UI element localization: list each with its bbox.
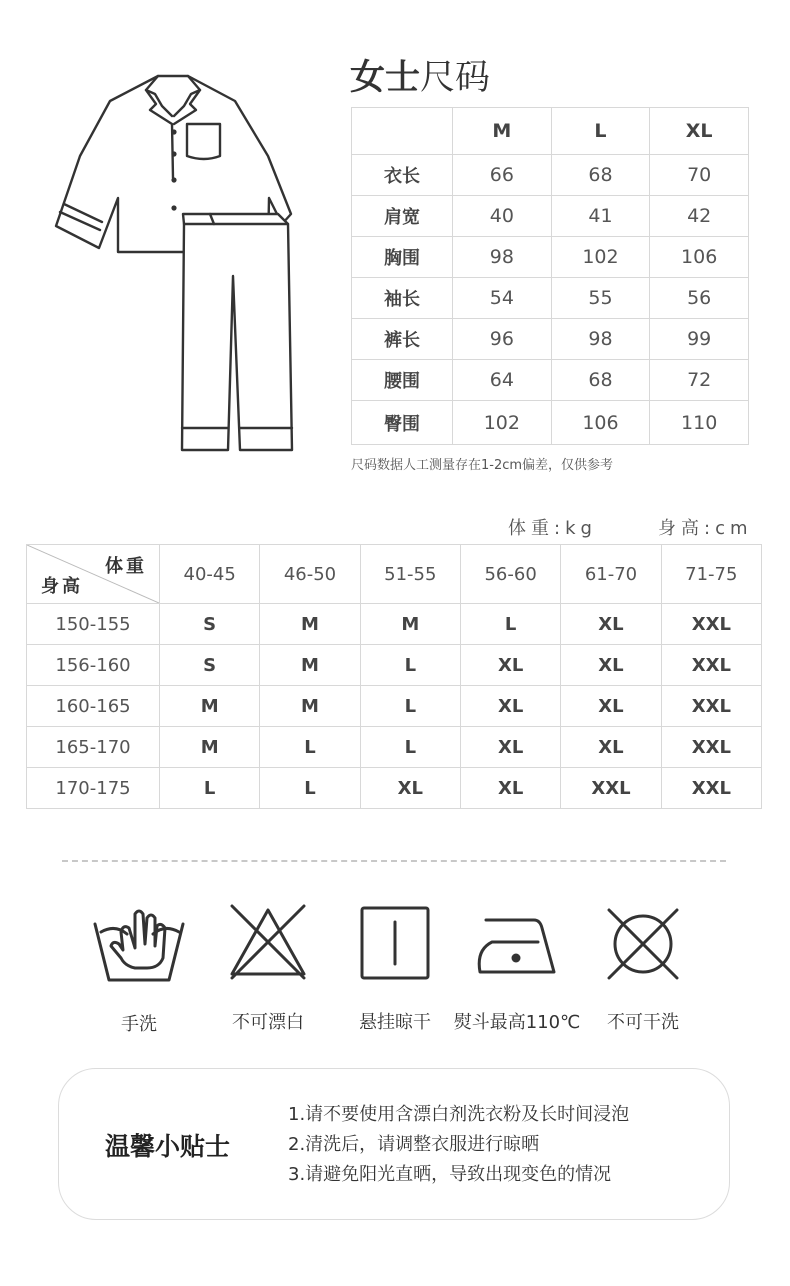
size-cell: XL (460, 727, 560, 768)
size-header: XL (650, 108, 749, 155)
tips-list (288, 1100, 629, 1190)
table-row (27, 686, 762, 727)
size-cell: L (460, 604, 560, 645)
size-cell: XL (360, 768, 460, 809)
weight-range: 56-60 (460, 545, 560, 604)
table-row (27, 727, 762, 768)
measure-value: 41 (551, 196, 650, 237)
size-cell: M (160, 686, 260, 727)
weight-range: 61-70 (561, 545, 661, 604)
care-item-iron (452, 902, 582, 1034)
no-bleach-icon (228, 902, 308, 982)
weight-range: 40-45 (160, 545, 260, 604)
size-cell: XXL (661, 768, 761, 809)
size-cell: XXL (561, 768, 661, 809)
size-cell: XL (460, 645, 560, 686)
size-table (351, 107, 749, 445)
weight-range: 51-55 (360, 545, 460, 604)
no-dry-clean-icon (603, 902, 683, 982)
size-cell: L (360, 686, 460, 727)
size-cell: L (160, 768, 260, 809)
size-cell: XL (561, 686, 661, 727)
pajama-illustration (50, 66, 300, 458)
table-row (352, 196, 749, 237)
table-row (27, 768, 762, 809)
size-corner (352, 108, 453, 155)
care-item-no-dry-clean (578, 902, 708, 1034)
size-cell: L (360, 645, 460, 686)
size-header-row (352, 108, 749, 155)
hand-wash-icon (91, 902, 187, 986)
size-cell: XXL (661, 645, 761, 686)
tip-item: 1.请不要使用含漂白剂洗衣粉及长时间浸泡 (288, 1104, 630, 1125)
size-cell: M (360, 604, 460, 645)
table-row (352, 278, 749, 319)
measure-value: 106 (650, 237, 749, 278)
size-header: L (551, 108, 650, 155)
size-cell: XL (561, 604, 661, 645)
weight-header-row (27, 545, 762, 604)
care-item-hang-dry (330, 902, 460, 1034)
height-range: 150-155 (27, 604, 160, 645)
size-recommendation-table (26, 544, 762, 809)
title-bold: 女士 (350, 58, 421, 98)
table-row (352, 360, 749, 401)
corner-height-label: 身高 (41, 576, 83, 597)
care-label: 手洗 (121, 1014, 157, 1035)
size-cell: M (160, 727, 260, 768)
size-chart-title (350, 50, 490, 100)
table-row (27, 645, 762, 686)
size-cell: M (260, 686, 360, 727)
tip-item: 3.请避免阳光直晒，导致出现变色的情况 (288, 1164, 612, 1185)
table-row (352, 319, 749, 360)
measure-value: 110 (650, 401, 749, 445)
measure-value: 42 (650, 196, 749, 237)
measure-value: 102 (551, 237, 650, 278)
height-range: 165-170 (27, 727, 160, 768)
measure-label: 袖长 (352, 278, 453, 319)
iron-icon (472, 902, 562, 982)
measure-value: 70 (650, 155, 749, 196)
table-row (352, 155, 749, 196)
measure-value: 40 (453, 196, 552, 237)
tips-box (58, 1068, 730, 1220)
size-cell: XL (460, 768, 560, 809)
measure-value: 98 (453, 237, 552, 278)
height-range: 170-175 (27, 768, 160, 809)
measure-label: 臀围 (352, 401, 453, 445)
size-cell: XXL (661, 604, 761, 645)
size-cell: S (160, 604, 260, 645)
size-cell: L (260, 727, 360, 768)
care-label: 熨斗最高110℃ (453, 1012, 581, 1033)
table-row (352, 237, 749, 278)
dashed-divider (62, 860, 726, 862)
corner-cell (27, 545, 160, 604)
size-cell: M (260, 645, 360, 686)
measure-label: 腰围 (352, 360, 453, 401)
measure-value: 68 (551, 155, 650, 196)
measure-value: 98 (551, 319, 650, 360)
care-label: 不可漂白 (232, 1012, 304, 1033)
measure-label: 胸围 (352, 237, 453, 278)
height-unit-label: 身高:cm (658, 518, 753, 539)
measure-value: 72 (650, 360, 749, 401)
height-range: 160-165 (27, 686, 160, 727)
measure-value: 54 (453, 278, 552, 319)
size-cell: M (260, 604, 360, 645)
size-cell: L (260, 768, 360, 809)
size-cell: XXL (661, 686, 761, 727)
size-cell: XXL (661, 727, 761, 768)
care-label: 不可干洗 (607, 1012, 679, 1033)
size-cell: S (160, 645, 260, 686)
tips-title: 温馨小贴士 (105, 1132, 231, 1161)
measure-value: 106 (551, 401, 650, 445)
weight-unit-label: 体重:kg (508, 518, 597, 539)
measure-value: 99 (650, 319, 749, 360)
height-range: 156-160 (27, 645, 160, 686)
weight-range: 46-50 (260, 545, 360, 604)
measurement-note: 尺码数据人工测量存在1-2cm偏差，仅供参考 (351, 458, 614, 473)
table-row (352, 401, 749, 445)
measure-value: 96 (453, 319, 552, 360)
corner-weight-label: 体重 (105, 556, 147, 577)
table-row (27, 604, 762, 645)
measure-value: 102 (453, 401, 552, 445)
care-item-no-bleach (203, 902, 333, 1034)
size-cell: L (360, 727, 460, 768)
weight-range: 71-75 (661, 545, 761, 604)
measure-value: 68 (551, 360, 650, 401)
size-cell: XL (561, 645, 661, 686)
measure-label: 衣长 (352, 155, 453, 196)
measure-value: 66 (453, 155, 552, 196)
care-item-hand-wash (74, 902, 204, 1036)
hang-dry-icon (359, 902, 431, 982)
size-cell: XL (561, 727, 661, 768)
size-cell: XL (460, 686, 560, 727)
title-regular: 尺码 (420, 58, 491, 98)
tip-item: 2.清洗后，请调整衣服进行晾晒 (288, 1134, 540, 1155)
measure-value: 56 (650, 278, 749, 319)
measure-value: 64 (453, 360, 552, 401)
measure-label: 肩宽 (352, 196, 453, 237)
care-label: 悬挂晾干 (359, 1012, 431, 1033)
size-header: M (453, 108, 552, 155)
measure-label: 裤长 (352, 319, 453, 360)
measure-value: 55 (551, 278, 650, 319)
